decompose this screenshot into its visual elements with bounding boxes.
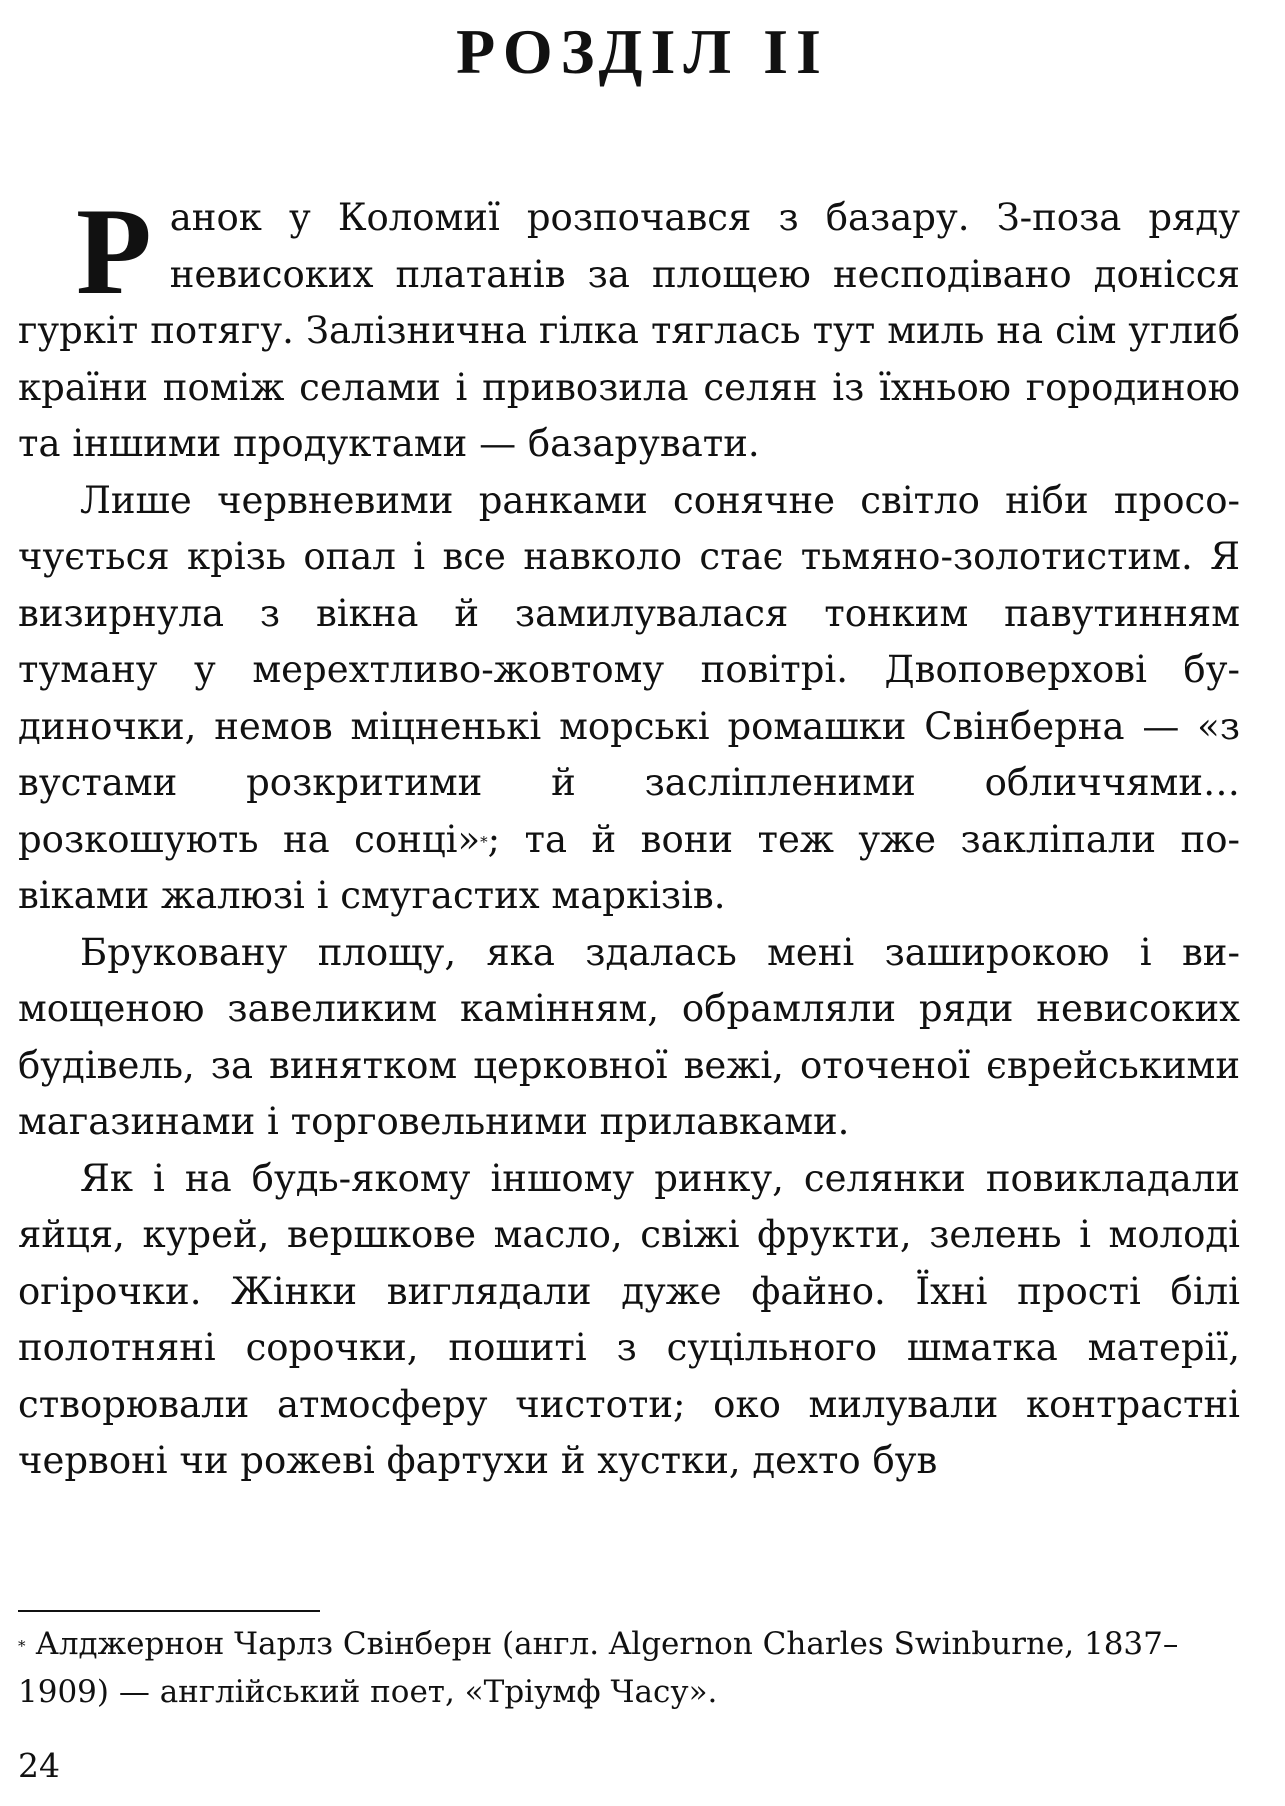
paragraph-1-text: анок у Коломиї розпочався з базару. З-поза ряду невисоких платанів за площею несподівано донісся гуркіт потягу. Залізнична гілка тяглась тут миль на сім углиб країни поміж селами і привозила селян із їхньою городиною та іншими продуктами — базарувати. [18,196,1240,465]
footnote-text: Алджернон Чарлз Свінберн (англ. Algernon Charles Swinburne, 1837–1909) — англійський поет, «Тріумф Часу». [18,1626,1179,1710]
chapter-title: РОЗДІЛ II [456,16,829,87]
paragraph-3: Бруковану площу, яка здалась мені заширокою і вимощеною завеликим камінням, обрамляли ряди невисоких будівель, за винятком церковної вежі, оточеної єврейськими магазинами і торговельними прилавками. [18,930,1240,1143]
paragraph-2-text: Лише червневими ранками сонячне світло ніби просочується крізь опал і все навколо стає тьмяно-золотистим. Я визирнула з вікна й замилувалася тонким павутинням туману у мерехтливо-жовтому повітрі. Двоповерхові будиночки, немов міцненькі морські ромашки Свінберна — «з вустами розкритими й засліпленими обличчями… розкошують на сонці» [18,478,1240,861]
paragraph-2-text-end: ; та й вони теж уже закліпали повіками жалюзі і смугастих маркізів. [18,817,1240,917]
paragraph-1 [18,183,1240,473]
page-number: 24 [18,1746,60,1785]
paragraph-4: Як і на будь-якому іншому ринку, селянки повикладали яйця, курей, вершкове масло, свіжі фрукти, зелень і молоді огірочки. Жінки виглядали дуже файно. Їхні прості білі полотняні сорочки, пошиті з суцільного шматка матерії, створювали атмосферу чистоти; око милували контрастні червоні чи рожеві фартухи й хустки, дехто був [18,1156,1240,1482]
footnote-divider [18,1610,320,1612]
footnote-mark: * [18,1637,26,1655]
paragraph-2 [18,473,1240,925]
body-text [18,183,1240,1490]
drop-cap: Р [76,183,152,320]
footnote [18,1620,1240,1716]
footnote-reference: * [480,832,488,851]
